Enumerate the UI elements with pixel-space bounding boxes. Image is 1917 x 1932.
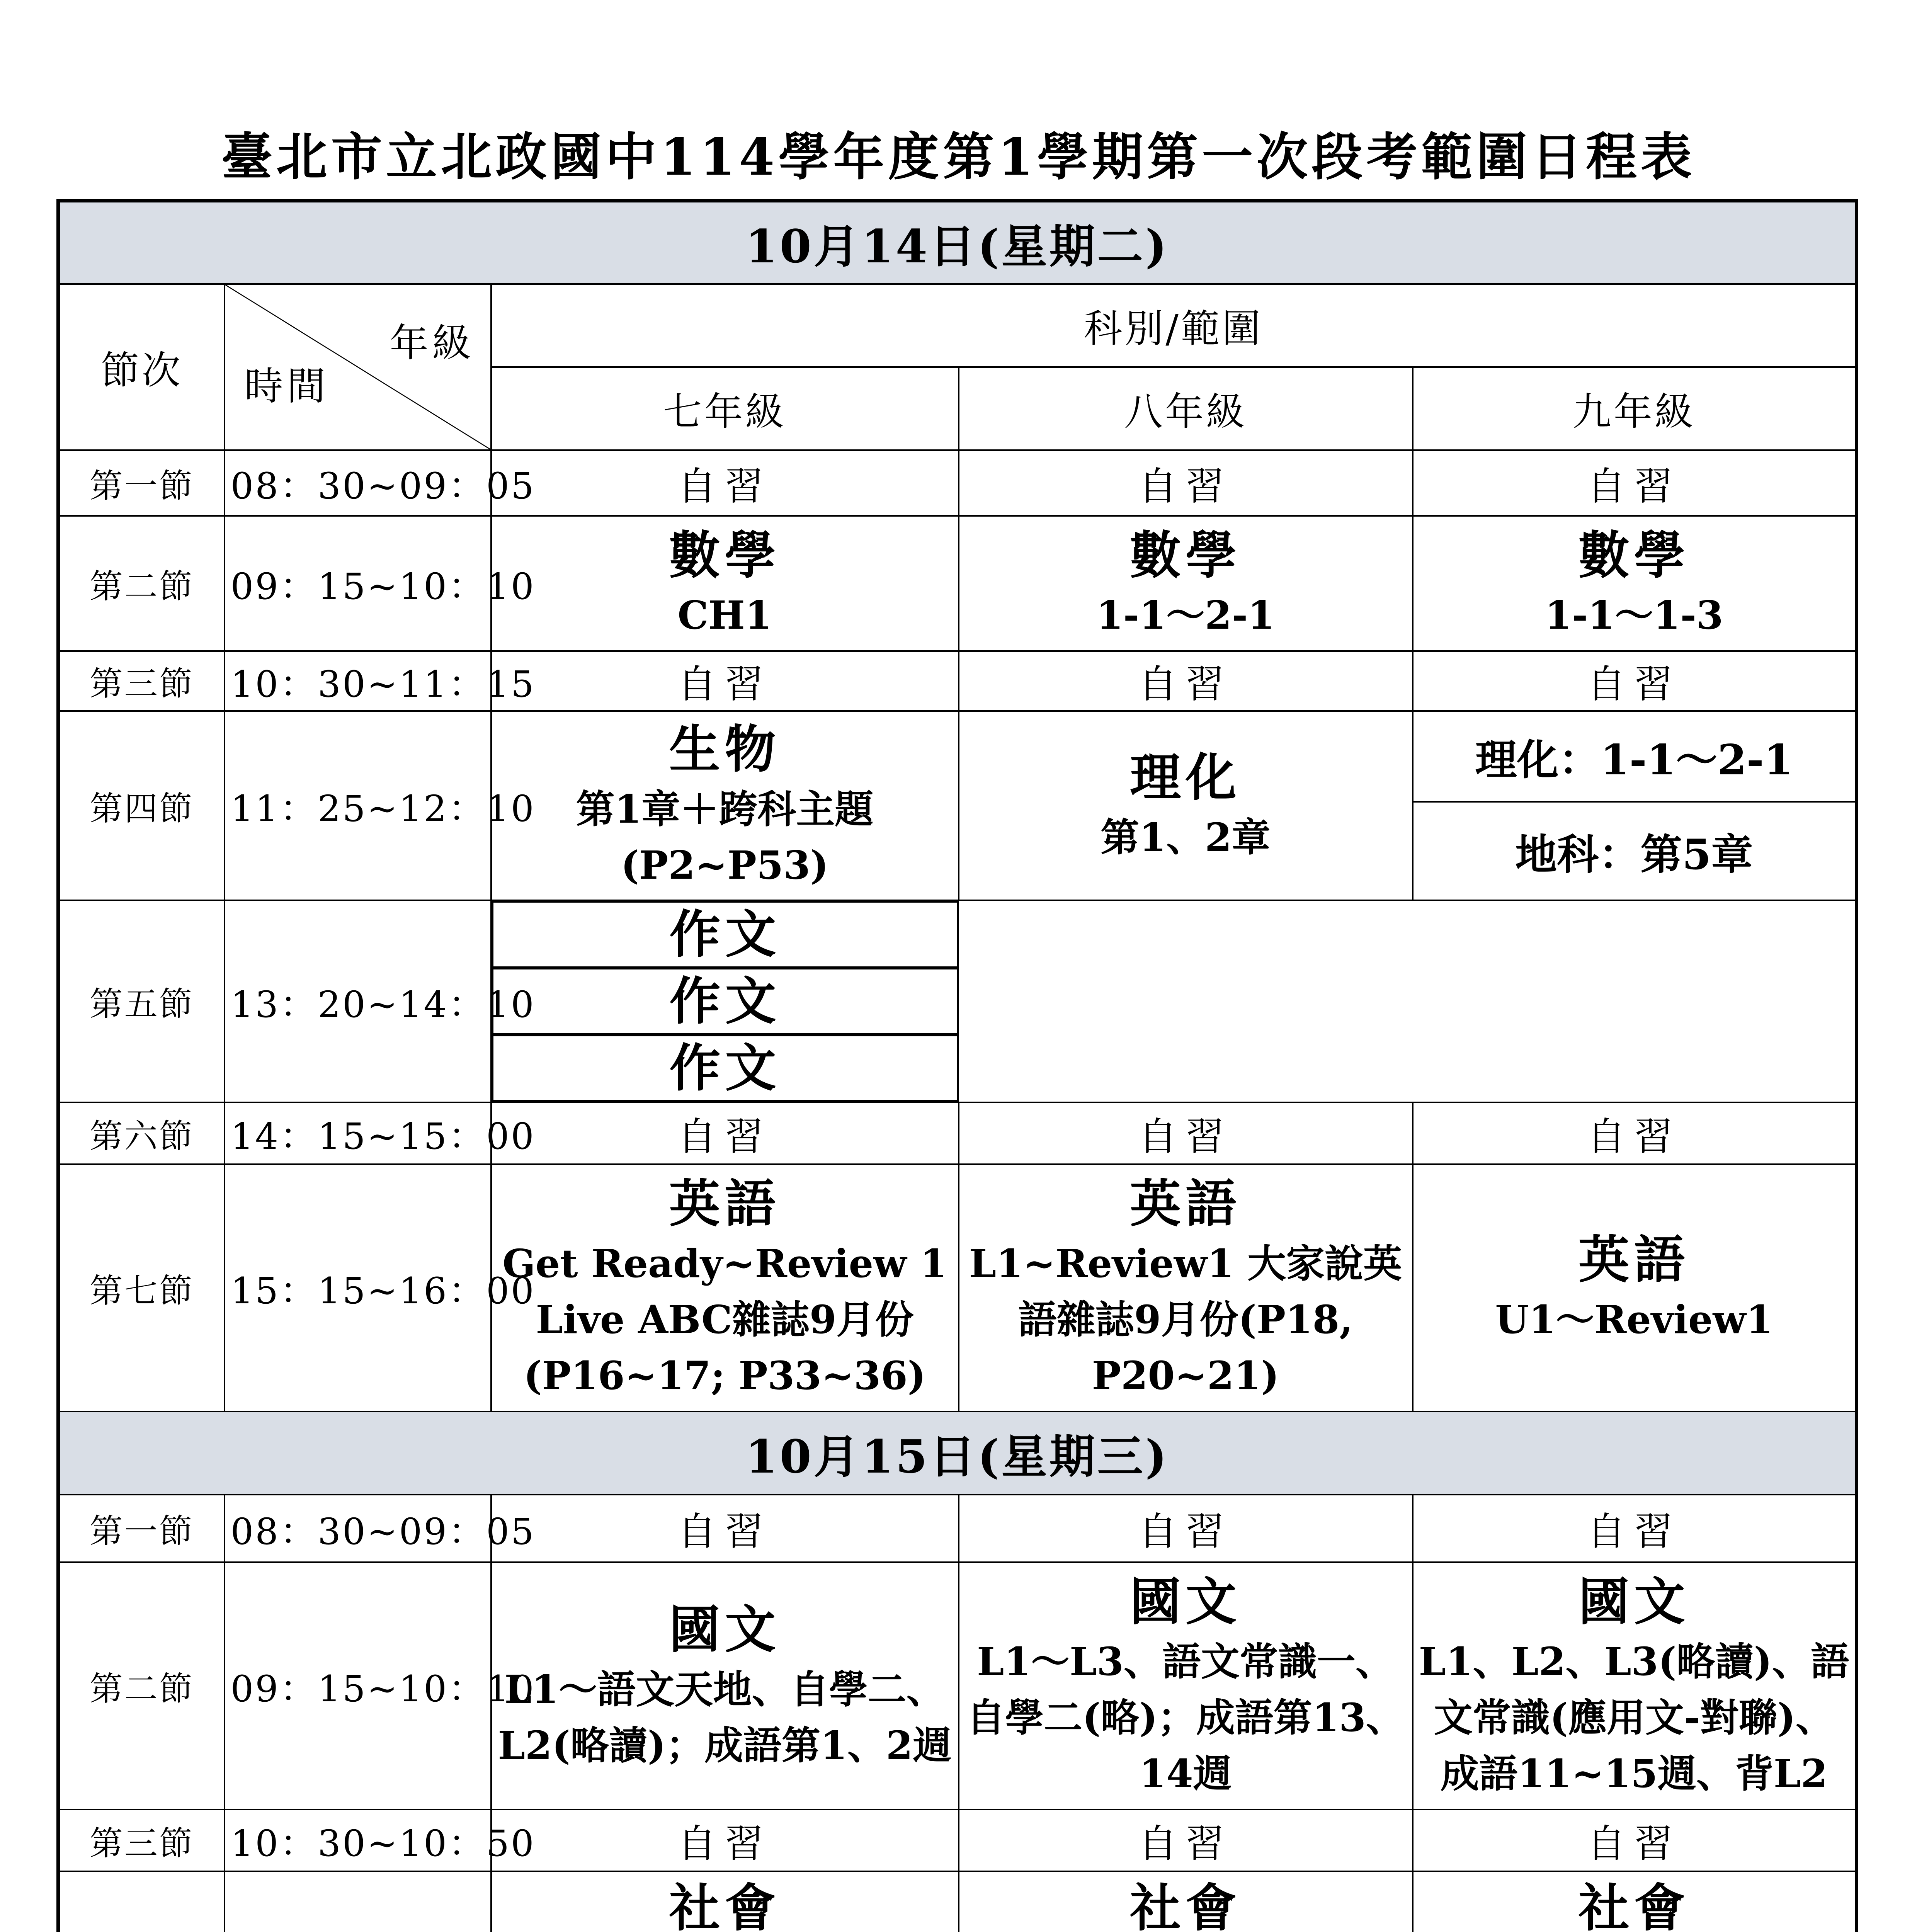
grade7-cell: 自習 xyxy=(491,1495,959,1562)
grade8-cell xyxy=(959,1871,1413,1932)
subject-name: 數學 xyxy=(669,525,781,585)
grade9-cell: 自習 xyxy=(1413,1495,1857,1562)
time-cell: 10：30~11：15 xyxy=(225,651,491,711)
grade8-cell: 作文 xyxy=(492,968,959,1035)
period-cell: 第一節 xyxy=(58,450,225,516)
period-cell: 第二節 xyxy=(58,1562,225,1810)
table-row xyxy=(58,450,1857,516)
period-cell: 第二節 xyxy=(58,516,225,651)
time-label: 時間 xyxy=(244,363,330,409)
subject-name: 社會 xyxy=(1578,1878,1690,1932)
grade7-cell xyxy=(491,711,959,900)
grade7-header: 七年級 xyxy=(491,367,959,450)
time-cell: 10：30~10：50 xyxy=(225,1810,491,1871)
day1-date: 10月14日(星期二) xyxy=(58,201,1857,284)
subject-name: 國文 xyxy=(669,1600,781,1660)
grade9-cell xyxy=(1413,1871,1857,1932)
subject-name: 英語 xyxy=(1130,1173,1241,1234)
table-row xyxy=(58,1164,1857,1412)
column-header-row xyxy=(58,284,1857,367)
grade9-cell: 自習 xyxy=(1413,1102,1857,1164)
grade9-header: 九年級 xyxy=(1413,367,1857,450)
period-cell: 第五節 xyxy=(58,900,225,1102)
exam-range: L1～語文天地、自學二、L2(略讀)；成語第1、2週 xyxy=(498,1667,952,1768)
grade7-cell: 作文 xyxy=(492,901,959,968)
period-cell xyxy=(58,1871,225,1932)
exam-range: L1、L2、L3(略讀)、語文常識(應用文-對聯)、成語11~15週、背L2 xyxy=(1419,1638,1849,1796)
grade8-cell xyxy=(959,516,1413,651)
period-cell: 第七節 xyxy=(58,1164,225,1412)
time-cell: 11：25~12：10 xyxy=(225,711,491,900)
table-row xyxy=(58,1810,1857,1871)
grade9-physics-cell: 理化：1-1～2-1 xyxy=(1413,711,1857,802)
grade8-cell: 自習 xyxy=(959,1810,1413,1871)
exam-range: 1-1～1-3 xyxy=(1545,592,1723,638)
day2-date: 10月15日(星期三) xyxy=(58,1412,1857,1495)
table-row xyxy=(58,1495,1857,1562)
time-cell: 08：30~09：05 xyxy=(225,1495,491,1562)
table-row xyxy=(58,1102,1857,1164)
grade7-cell xyxy=(491,1871,959,1932)
exam-range: 1-1～2-1 xyxy=(1096,592,1275,638)
time-cell: 13：20~14：10 xyxy=(225,900,491,1102)
subject-range-header: 科別/範圍 xyxy=(491,284,1857,367)
grade8-cell: 自習 xyxy=(959,1102,1413,1164)
time-cell: 08：30~09：05 xyxy=(225,450,491,516)
subject-name: 社會 xyxy=(669,1878,781,1932)
grade7-cell xyxy=(491,1562,959,1810)
grade8-header: 八年級 xyxy=(959,367,1413,450)
subject-name: 數學 xyxy=(1130,525,1241,585)
exam-range: U1～Review1 xyxy=(1495,1296,1773,1342)
period-cell: 第三節 xyxy=(58,1810,225,1871)
time-cell: 09：15~10：10 xyxy=(225,516,491,651)
subject-name: 國文 xyxy=(1578,1571,1690,1632)
subject-name: 國文 xyxy=(1130,1571,1241,1632)
exam-range: L1~Review1 大家說英語雜誌9月份(P18, P20~21) xyxy=(969,1240,1402,1398)
period-cell: 第四節 xyxy=(58,711,225,900)
exam-range: Get Ready~Review 1 Live ABC雜誌9月份(P16~17; P33~36) xyxy=(502,1240,947,1398)
grade8-cell: 自習 xyxy=(959,1495,1413,1562)
day1-header-row xyxy=(58,201,1857,284)
subject-name: 社會 xyxy=(1130,1878,1241,1932)
grade9-cell xyxy=(1413,516,1857,651)
subject-name: 生物 xyxy=(669,719,781,779)
table-row xyxy=(58,1871,1857,1932)
exam-range: L1～L3、語文常識一、自學二(略)；成語第13、14週 xyxy=(966,1638,1405,1796)
table-row xyxy=(58,711,1857,802)
period-cell: 第六節 xyxy=(58,1102,225,1164)
grade7-cell: 自習 xyxy=(491,1810,959,1871)
subject-name: 英語 xyxy=(1578,1230,1690,1290)
table-row xyxy=(58,900,1857,1102)
day2-header-row xyxy=(58,1412,1857,1495)
grade9-cell xyxy=(1413,1562,1857,1810)
time-cell xyxy=(225,1871,491,1932)
grade9-earth-science-cell: 地科：第5章 xyxy=(1413,802,1857,900)
table-row xyxy=(58,1562,1857,1810)
time-cell: 15：15~16：00 xyxy=(225,1164,491,1412)
time-cell: 14：15~15：00 xyxy=(225,1102,491,1164)
grade8-cell xyxy=(959,1164,1413,1412)
exam-range: CH1 xyxy=(677,592,772,638)
grade-time-header xyxy=(225,284,491,450)
grade7-cell xyxy=(491,516,959,651)
exam-schedule-table xyxy=(56,199,1858,1932)
grade9-cell xyxy=(1413,1164,1857,1412)
period-header: 節次 xyxy=(58,284,225,450)
grade7-cell: 自習 xyxy=(491,1102,959,1164)
grade7-cell: 自習 xyxy=(491,651,959,711)
period-cell: 第三節 xyxy=(58,651,225,711)
grade9-cell: 作文 xyxy=(492,1035,959,1102)
exam-range: 第1章＋跨科主題(P2~P53) xyxy=(576,786,874,888)
table-row xyxy=(58,516,1857,651)
subject-name: 英語 xyxy=(669,1173,781,1234)
exam-range: 第1、2章 xyxy=(1101,814,1271,860)
grade9-cell: 自習 xyxy=(1413,450,1857,516)
grade8-cell xyxy=(959,711,1413,900)
grade-label: 年級 xyxy=(390,320,475,366)
page-title: 臺北市立北政國中114學年度第1學期第一次段考範圍日程表 xyxy=(221,127,1696,187)
period-cell: 第一節 xyxy=(58,1495,225,1562)
grade9-cell: 自習 xyxy=(1413,1810,1857,1871)
table-row xyxy=(58,651,1857,711)
grade8-cell xyxy=(959,1562,1413,1810)
subject-name: 數學 xyxy=(1578,525,1690,585)
grade7-cell xyxy=(491,1164,959,1412)
time-cell: 09：15~10：10 xyxy=(225,1562,491,1810)
grade8-cell: 自習 xyxy=(959,450,1413,516)
grade8-cell: 自習 xyxy=(959,651,1413,711)
grade7-cell: 自習 xyxy=(491,450,959,516)
subject-name: 理化 xyxy=(1130,747,1241,808)
grade9-cell: 自習 xyxy=(1413,651,1857,711)
